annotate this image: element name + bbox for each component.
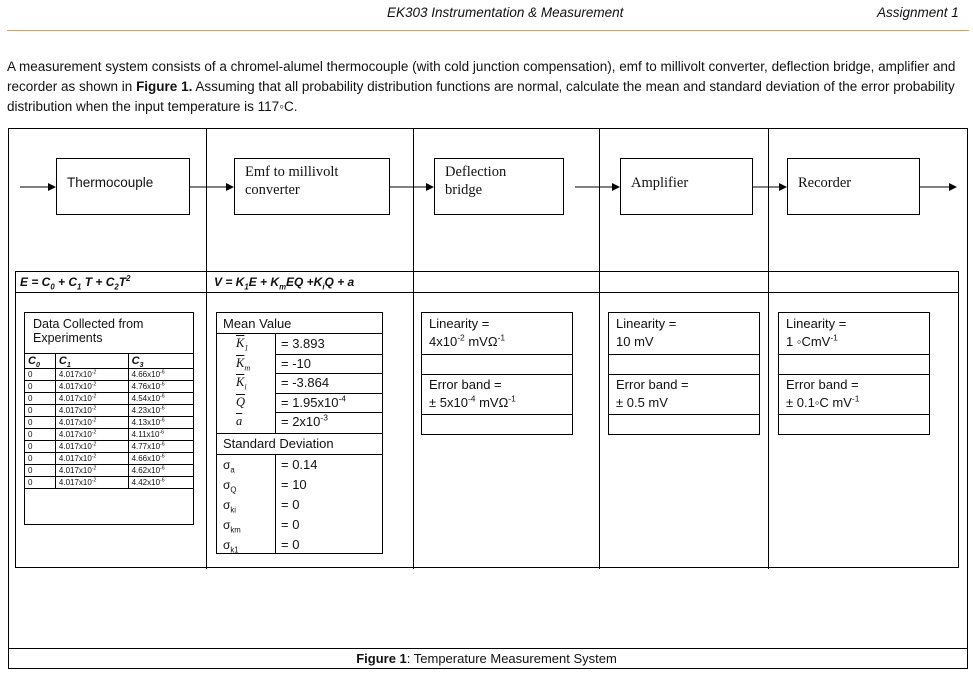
rule: [275, 454, 276, 554]
experiments-table: [24, 353, 194, 489]
std-symbol: $\sigma_{km}$: [223, 518, 241, 535]
table-cell: $4.76x10^{-6}$: [128, 381, 193, 393]
table-row: [25, 405, 194, 417]
table-row: [25, 429, 194, 441]
table-row: [25, 465, 194, 477]
table-row: [25, 381, 194, 393]
table-cell: $4.66x10^{-6}$: [128, 369, 193, 381]
block-thermocouple: Thermocouple: [56, 158, 190, 215]
table-cell: $4.017x10^{-2}$: [55, 369, 128, 381]
rule: [608, 374, 760, 375]
table-cell: 0: [25, 393, 56, 405]
table-cell: $4.54x10^{-6}$: [128, 393, 193, 405]
col-c1: $C_1$: [55, 354, 128, 369]
rule: [216, 454, 383, 455]
table-row: [25, 477, 194, 489]
mean-symbol: $\overline{K}_m$: [236, 355, 251, 372]
table-row: [25, 453, 194, 465]
rule: [275, 412, 383, 413]
std-symbol: $\sigma_Q$: [223, 478, 237, 495]
col-c3: $C_3$: [128, 354, 193, 369]
caption-label: Figure 1: [356, 651, 407, 666]
recorder-error-band-value: ± 0.1◦C $mV^{-1}$: [786, 393, 860, 410]
table-row: [25, 393, 194, 405]
block-converter: Emf to millivolt converter: [234, 158, 390, 215]
table-row: [25, 417, 194, 429]
mean-symbol: $\overline{K}_i$: [236, 375, 247, 392]
mean-value: = 3.893: [281, 336, 325, 351]
std-value: = 0: [281, 497, 300, 512]
converter-equation: $V = K_1E + K_mEQ +K_iQ + a$: [214, 275, 355, 292]
rule: [421, 414, 573, 415]
table-cell: $4.017x10^{-2}$: [55, 477, 128, 489]
table-cell: 0: [25, 405, 56, 417]
table-cell: 0: [25, 381, 56, 393]
rule: [778, 374, 930, 375]
amplifier-linearity-value: 10 mV: [616, 334, 654, 349]
bridge-linearity-label: Linearity =: [429, 316, 490, 331]
experiments-title: Data Collected from Experiments: [33, 317, 144, 345]
amplifier-linearity-label: Linearity =: [616, 316, 677, 331]
mean-value: = $2x10^{-3}$: [281, 412, 328, 429]
figure-ref: Figure 1.: [136, 79, 193, 94]
recorder-error-band-label: Error band =: [786, 377, 859, 392]
col-c0: $C_0$: [25, 354, 56, 369]
rule: [421, 354, 573, 355]
thermocouple-equation: $E = C_0 + C_1$ $T + C_2T^2$: [20, 274, 131, 292]
table-cell: $4.11x10^{-6}$: [128, 429, 193, 441]
amplifier-error-band-value: ± 0.5 mV: [616, 395, 668, 410]
std-symbol: $\sigma_a$: [223, 458, 235, 475]
table-cell: 0: [25, 429, 56, 441]
amplifier-error-band-label: Error band =: [616, 377, 689, 392]
mean-value: = -3.864: [281, 375, 330, 390]
table-cell: 0: [25, 465, 56, 477]
rule: [275, 393, 383, 394]
bridge-linearity-value: $4x10^{-2}$ mVΩ$^{-1}$: [429, 332, 506, 349]
mean-value: = $1.95x10^{-4}$: [281, 393, 346, 410]
block-recorder: Recorder: [787, 158, 920, 215]
table-cell: $4.77x10^{-6}$: [128, 441, 193, 453]
table-cell: $4.017x10^{-2}$: [55, 441, 128, 453]
table-cell: 0: [25, 369, 56, 381]
std-value: = 0.14: [281, 457, 318, 472]
table-cell: $4.017x10^{-2}$: [55, 417, 128, 429]
bridge-error-band-value: ± $5x10^{-4}$ mVΩ$^{-1}$: [429, 393, 516, 410]
table-cell: $4.42x10^{-6}$: [128, 477, 193, 489]
table-cell: 0: [25, 417, 56, 429]
recorder-linearity-value: 1 ◦CmV$^{-1}$: [786, 332, 838, 349]
table-cell: $4.017x10^{-2}$: [55, 381, 128, 393]
problem-text-1: A measurement system consists of a chromel-alumel thermocouple (with cold junction compensation), emf to millivolt converter, deflection bridge, amplifier and recorder as shown in: [7, 59, 956, 94]
rule: [421, 374, 573, 375]
std-title: Standard Deviation: [223, 436, 334, 451]
table-cell: $4.017x10^{-2}$: [55, 405, 128, 417]
mean-symbol: $\overline{K}_1$: [236, 336, 249, 353]
rule: [778, 354, 930, 355]
std-value: = 0: [281, 537, 300, 552]
recorder-linearity-label: Linearity =: [786, 316, 847, 331]
rule: [778, 414, 930, 415]
rule: [216, 333, 383, 334]
assignment-label: Assignment 1: [877, 5, 959, 20]
table-row: [25, 369, 194, 381]
table-cell: 0: [25, 453, 56, 465]
table-header-row: [25, 354, 194, 369]
table-cell: $4.23x10^{-6}$: [128, 405, 193, 417]
rule: [608, 354, 760, 355]
table-cell: $4.66x10^{-6}$: [128, 453, 193, 465]
mean-symbol: $\overline{Q}$: [236, 394, 246, 409]
table-cell: $4.017x10^{-2}$: [55, 393, 128, 405]
table-cell: $4.017x10^{-2}$: [55, 465, 128, 477]
std-value: = 0: [281, 517, 300, 532]
rule: [275, 333, 276, 433]
block-bridge: Deflection bridge: [434, 158, 564, 215]
rule: [275, 354, 383, 355]
table-cell: 0: [25, 441, 56, 453]
block-amplifier: Amplifier: [620, 158, 753, 215]
table-cell: $4.017x10^{-2}$: [55, 429, 128, 441]
bridge-error-band-label: Error band =: [429, 377, 502, 392]
rule: [608, 414, 760, 415]
table-cell: $4.62x10^{-6}$: [128, 465, 193, 477]
problem-text-2: Assuming that all probability distribution functions are normal, calculate the mean and standard deviation of the error probability distribution when the input temperature is 117◦C.: [7, 79, 955, 114]
table-cell: 0: [25, 477, 56, 489]
table-cell: $4.017x10^{-2}$: [55, 453, 128, 465]
course-title: EK303 Instrumentation & Measurement: [387, 5, 624, 20]
mean-symbol: $\overline{a}$: [236, 414, 243, 428]
caption-text: : Temperature Measurement System: [406, 651, 617, 666]
std-symbol: $\sigma_{ki}$: [223, 498, 237, 515]
std-symbol: $\sigma_{k1}$: [223, 538, 239, 555]
table-row: [25, 441, 194, 453]
rule: [275, 373, 383, 374]
table-cell: $4.13x10^{-6}$: [128, 417, 193, 429]
mean-value: = -10: [281, 355, 311, 371]
mean-title: Mean Value: [223, 316, 292, 331]
rule: [216, 433, 383, 434]
std-value: = 10: [281, 477, 307, 492]
